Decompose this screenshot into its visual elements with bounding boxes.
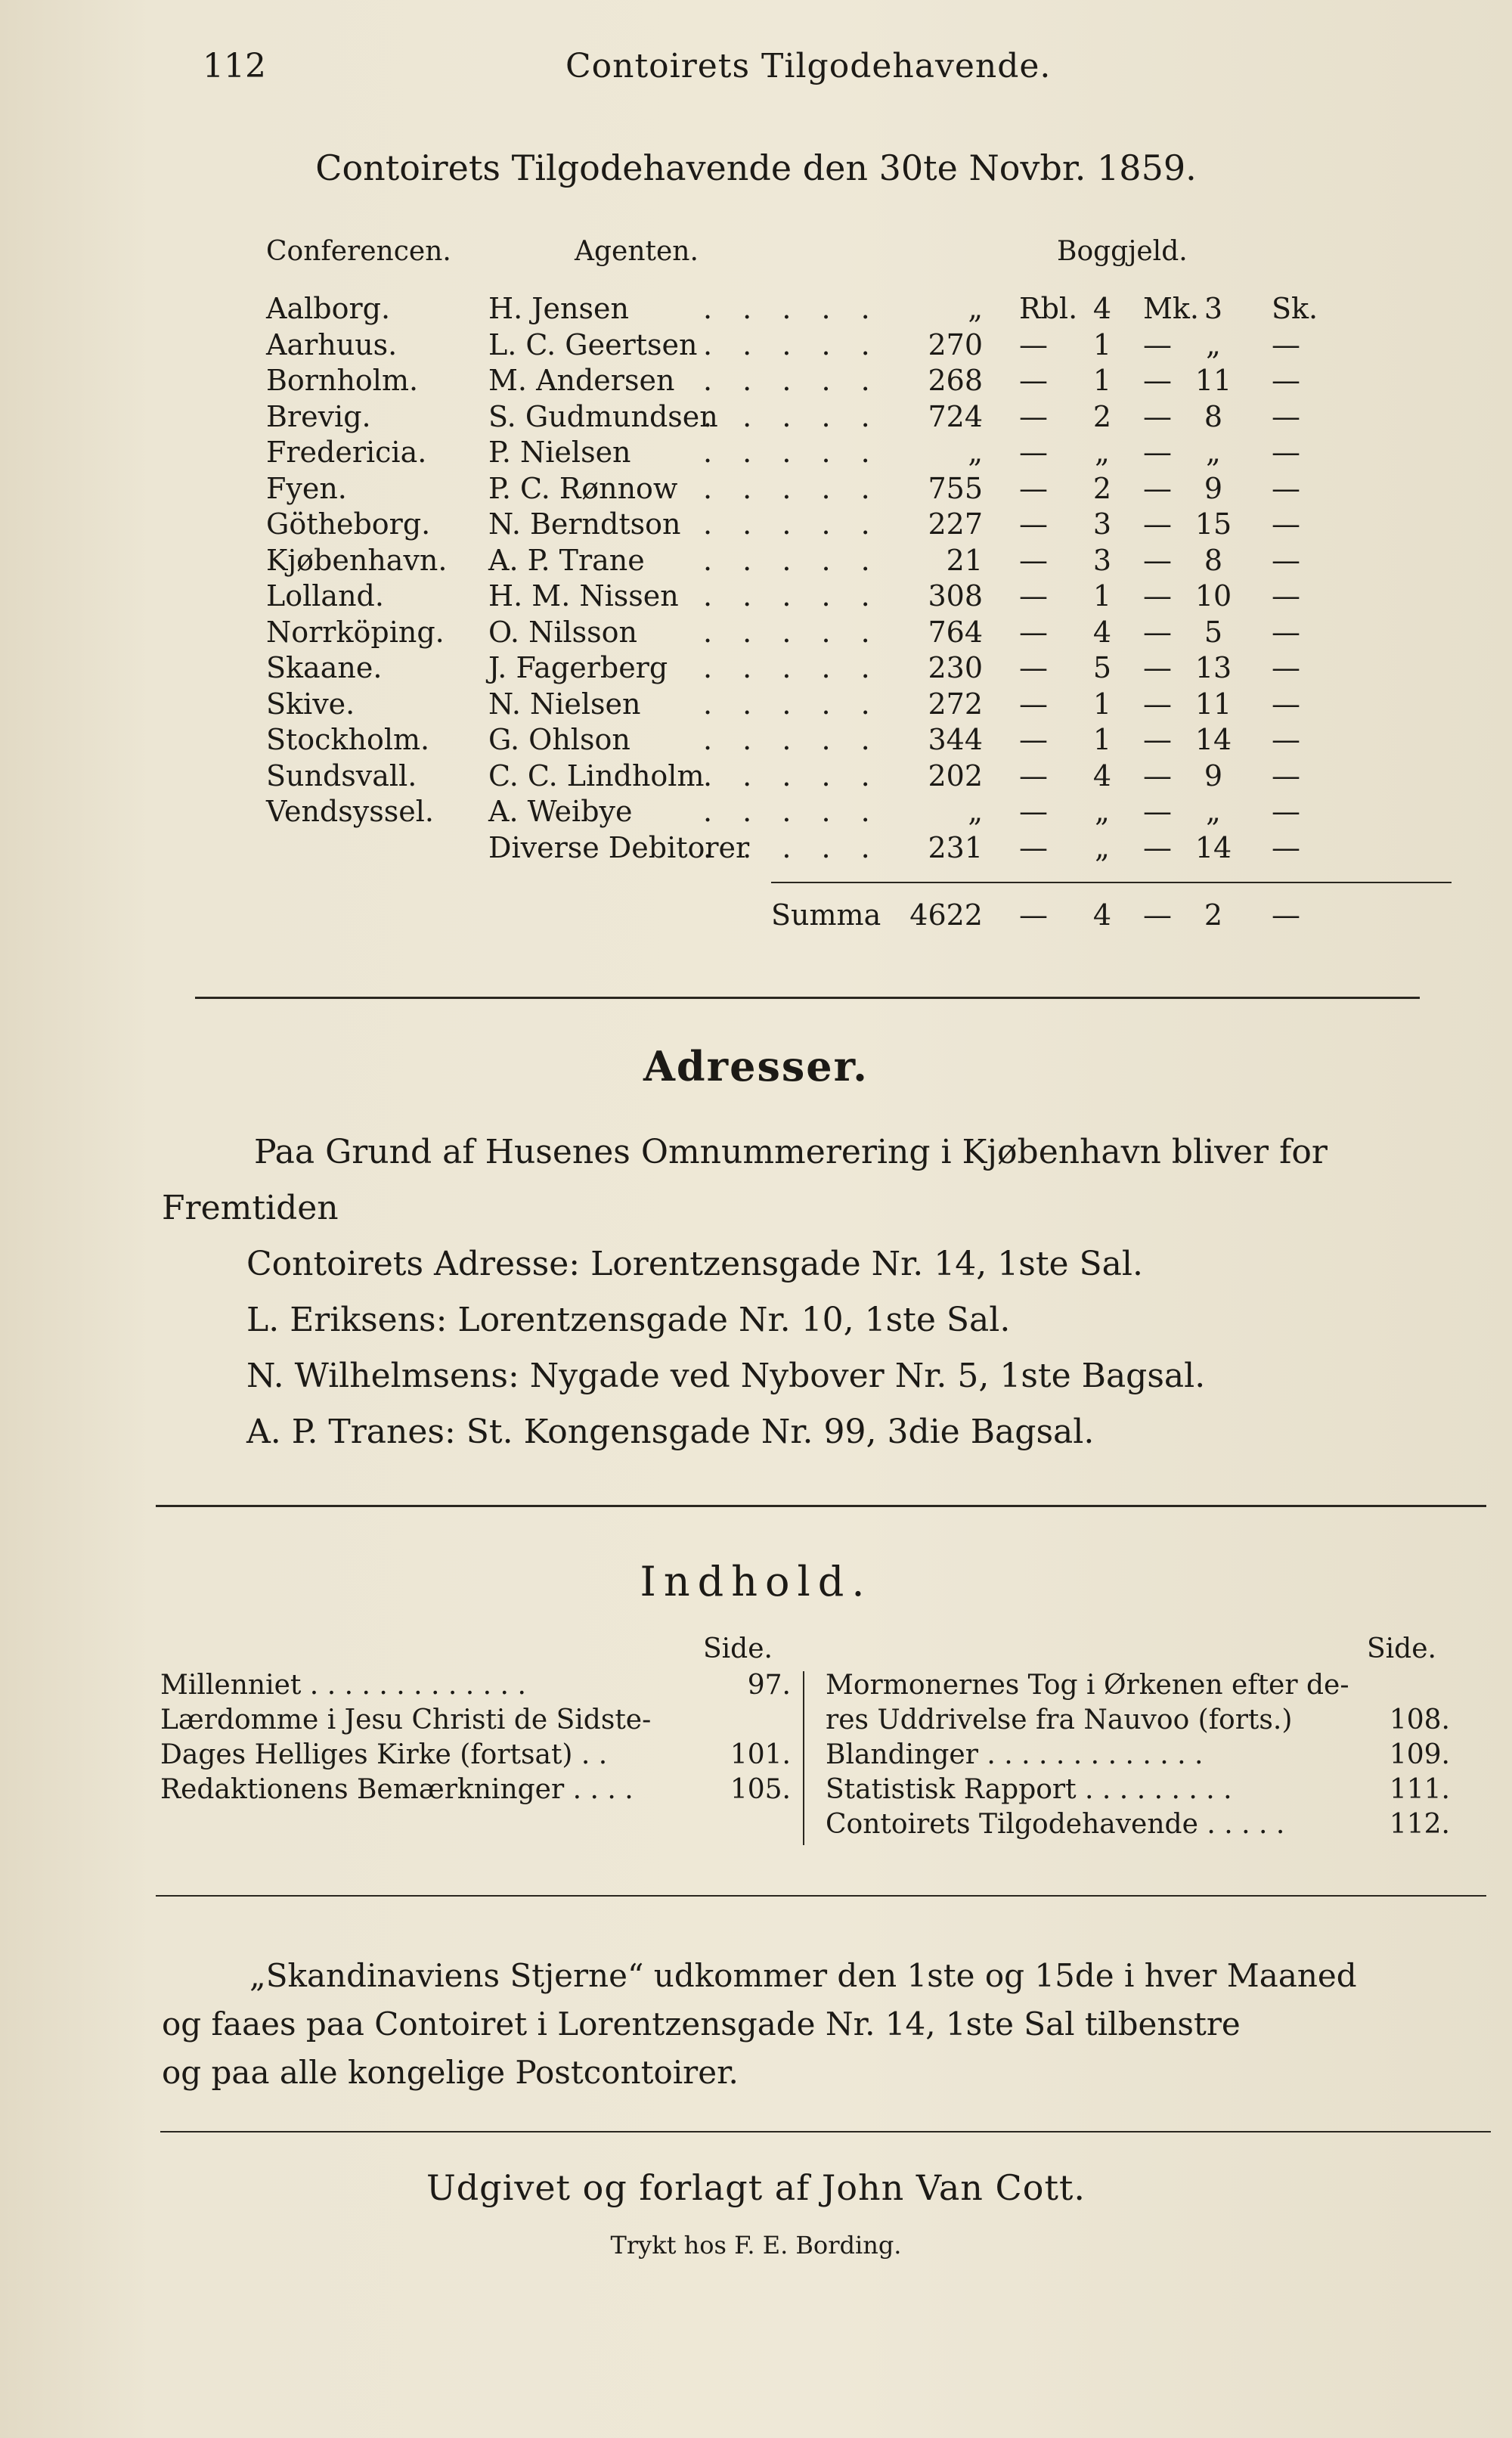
notice-line1: „Skandinaviens Stjerne“ udkommer den 1ste og 15de i hver Maaned — [249, 1957, 1357, 1994]
rbd-cell: 268 — [928, 364, 983, 397]
dash: — — [1019, 830, 1048, 864]
ledger-row — [0, 472, 1512, 507]
dash: — — [1272, 830, 1300, 864]
leader-dots: . . . . . — [703, 327, 881, 361]
sk-cell: „ — [1206, 327, 1221, 361]
dash: — — [1143, 758, 1172, 793]
unit-rbd: Rbl. — [1019, 292, 1078, 325]
ledger-row — [0, 400, 1512, 435]
dash: — — [1272, 758, 1300, 793]
agent-cell: N. Berndtson — [488, 507, 681, 541]
dash: — — [1019, 651, 1048, 684]
sk-cell: 14 — [1194, 830, 1232, 864]
ledger-title: Contoirets Tilgodehavende den 30te Novbr. 1859. — [315, 147, 1197, 188]
conference-cell: Bornholm. — [266, 364, 419, 397]
leader-dots: . . . . . — [703, 687, 881, 721]
conference-cell: Fyen. — [266, 471, 347, 505]
mk-cell: 1 — [1092, 579, 1112, 613]
contents-entry: Millenniet . . . . . . . . . . . . . — [160, 1670, 526, 1701]
dash: — — [1143, 651, 1172, 684]
ledger-row — [0, 507, 1512, 542]
rbd-cell: 21 — [946, 543, 983, 577]
rbd-cell: 270 — [928, 327, 983, 361]
rbd-cell: „ — [968, 795, 983, 828]
conference-cell: Norrköping. — [266, 615, 445, 649]
ledger-row — [0, 436, 1512, 470]
agent-cell: S. Gudmundsen — [488, 399, 718, 433]
sk-cell: 14 — [1194, 723, 1232, 756]
conference-cell: Skaane. — [266, 651, 383, 684]
conference-cell: Aalborg. — [266, 292, 391, 325]
agent-cell: A. P. Trane — [488, 543, 645, 577]
address-line: Contoirets Adresse: Lorentzensgade Nr. 14, 1ste Sal. — [246, 1245, 1143, 1283]
sk-cell: 3 — [1204, 292, 1223, 325]
conference-cell: Kjøbenhavn. — [266, 543, 448, 577]
mk-cell: 5 — [1092, 651, 1112, 684]
dash: — — [1272, 543, 1300, 577]
side-label: Side. — [1367, 1633, 1436, 1664]
ledger-row — [0, 687, 1512, 722]
dash: — — [1019, 507, 1048, 541]
mk-cell: 3 — [1092, 507, 1112, 541]
leader-dots: . . . . . — [703, 471, 881, 505]
dash: — — [1143, 898, 1172, 932]
sk-cell: 11 — [1194, 687, 1232, 721]
leader-dots: . . . . . — [703, 795, 881, 828]
conference-cell: Skive. — [266, 687, 355, 721]
dash: — — [1272, 795, 1300, 828]
dash: — — [1019, 758, 1048, 793]
dash: — — [1143, 687, 1172, 721]
dash: — — [1143, 436, 1172, 469]
conference-cell: Fredericia. — [266, 436, 427, 469]
mk-cell: „ — [1095, 436, 1110, 469]
agent-cell: A. Weibye — [488, 795, 633, 828]
rbd-cell: 202 — [928, 758, 983, 793]
rbd-cell: 230 — [928, 651, 983, 684]
contents-entry: Redaktionens Bemærkninger . . . . — [160, 1774, 634, 1805]
ledger-row — [0, 651, 1512, 686]
rbd-cell: „ — [968, 436, 983, 469]
agent-cell: O. Nilsson — [488, 615, 637, 649]
ledger-row — [0, 579, 1512, 614]
address-line: L. Eriksens: Lorentzensgade Nr. 10, 1ste Sal. — [246, 1301, 1011, 1339]
sk-cell: 9 — [1204, 471, 1223, 505]
mk-cell: 2 — [1092, 399, 1112, 433]
leader-dots: . . . . . — [703, 830, 881, 864]
address-line: A. P. Tranes: St. Kongensgade Nr. 99, 3die Bagsal. — [246, 1413, 1095, 1451]
addresses-intro-line1: Paa Grund af Husenes Omnummerering i Kjøbenhavn bliver for — [254, 1133, 1328, 1171]
ledger-row — [0, 544, 1512, 578]
dash: — — [1143, 830, 1172, 864]
rbd-cell: 764 — [928, 615, 983, 649]
dash: — — [1272, 723, 1300, 756]
agent-cell: Diverse Debitorer — [488, 830, 750, 864]
agent-cell: H. Jensen — [488, 292, 629, 325]
conference-cell: Aarhuus. — [266, 327, 398, 361]
publisher-line: Udgivet og forlagt af John Van Cott. — [426, 2167, 1086, 2208]
dash: — — [1272, 471, 1300, 505]
contents-entry: Blandinger . . . . . . . . . . . . . — [826, 1739, 1204, 1770]
mk-cell: 2 — [1092, 471, 1112, 505]
unit-mk: Mk. — [1143, 292, 1200, 325]
mk-cell: 1 — [1092, 327, 1112, 361]
leader-dots: . . . . . — [703, 364, 881, 397]
sk-cell: „ — [1206, 436, 1221, 469]
dash: — — [1272, 364, 1300, 397]
ledger-row — [0, 292, 1512, 327]
dash: — — [1019, 723, 1048, 756]
dash: — — [1019, 615, 1048, 649]
mk-cell: 4 — [1092, 292, 1112, 325]
notice-line3: og paa alle kongelige Postcontoirer. — [162, 2054, 739, 2091]
mk-cell: „ — [1095, 795, 1110, 828]
mk-cell: 1 — [1092, 723, 1112, 756]
sk-cell: 8 — [1204, 399, 1223, 433]
sum-label: Summa — [771, 898, 881, 932]
dash: — — [1143, 579, 1172, 613]
divider — [195, 997, 1420, 999]
ledger-row — [0, 364, 1512, 399]
dash: — — [1019, 327, 1048, 361]
sk-cell: 11 — [1194, 364, 1232, 397]
dash: — — [1019, 364, 1048, 397]
rbd-cell: 755 — [928, 471, 983, 505]
contents-entry: Statistisk Rapport . . . . . . . . . — [826, 1774, 1232, 1805]
sum-rbd: 4622 — [909, 898, 983, 932]
agent-cell: J. Fagerberg — [488, 651, 668, 684]
contents-page: 105. — [730, 1774, 791, 1805]
dash: — — [1019, 795, 1048, 828]
ledger-row — [0, 328, 1512, 363]
dash: — — [1272, 687, 1300, 721]
col-conference: Conferencen. — [266, 236, 451, 267]
ledger-row — [0, 616, 1512, 650]
divider — [156, 1895, 1486, 1897]
agent-cell: L. C. Geertsen — [488, 327, 698, 361]
column-divider — [803, 1671, 804, 1845]
sum-row — [0, 898, 1512, 933]
dash: — — [1143, 364, 1172, 397]
leader-dots: . . . . . — [703, 543, 881, 577]
divider — [160, 2131, 1491, 2132]
agent-cell: P. Nielsen — [488, 436, 631, 469]
ledger-row — [0, 759, 1512, 794]
conference-cell: Lolland. — [266, 579, 384, 613]
conference-cell: Sundsvall. — [266, 758, 417, 793]
sum-mk: 4 — [1092, 898, 1112, 932]
address-line: N. Wilhelmsens: Nygade ved Nybover Nr. 5, 1ste Bagsal. — [246, 1357, 1206, 1395]
mk-cell: 1 — [1092, 364, 1112, 397]
dash: — — [1272, 399, 1300, 433]
conference-cell: Brevig. — [266, 399, 371, 433]
rbd-cell: 227 — [928, 507, 983, 541]
mk-cell: 3 — [1092, 543, 1112, 577]
printer-line: Trykt hos F. E. Bording. — [610, 2231, 902, 2260]
agent-cell: P. C. Rønnow — [488, 471, 678, 505]
mk-cell: 4 — [1092, 615, 1112, 649]
leader-dots: . . . . . — [703, 651, 881, 684]
agent-cell: C. C. Lindholm — [488, 758, 705, 793]
rbd-cell: 344 — [928, 723, 983, 756]
sk-cell: 10 — [1194, 579, 1232, 613]
conference-cell: Stockholm. — [266, 723, 430, 756]
agent-cell: G. Ohlson — [488, 723, 631, 756]
sk-cell: 13 — [1194, 651, 1232, 684]
side-label: Side. — [703, 1633, 773, 1664]
ledger-row — [0, 831, 1512, 866]
rbd-cell: 724 — [928, 399, 983, 433]
contents-heading: Indhold. — [640, 1558, 872, 1605]
sk-cell: 9 — [1204, 758, 1223, 793]
dash: — — [1019, 543, 1048, 577]
running-title: Contoirets Tilgodehavende. — [565, 47, 1052, 85]
leader-dots: . . . . . — [703, 292, 881, 325]
ledger-row — [0, 795, 1512, 830]
dash: — — [1143, 399, 1172, 433]
leader-dots: . . . . . — [703, 615, 881, 649]
sum-sk: 2 — [1204, 898, 1223, 932]
mk-cell: 4 — [1092, 758, 1112, 793]
dash: — — [1272, 898, 1300, 932]
dash: — — [1272, 327, 1300, 361]
leader-dots: . . . . . — [703, 758, 881, 793]
unit-sk: Sk. — [1272, 292, 1318, 325]
dash: — — [1019, 579, 1048, 613]
conference-cell: Vendsyssel. — [266, 795, 434, 828]
leader-dots: . . . . . — [703, 436, 881, 469]
addresses-intro-line2: Fremtiden — [162, 1189, 339, 1227]
sk-cell: 8 — [1204, 543, 1223, 577]
agent-cell: M. Andersen — [488, 364, 675, 397]
rbd-cell: „ — [968, 292, 983, 325]
dash: — — [1272, 651, 1300, 684]
conference-cell: Götheborg. — [266, 507, 431, 541]
leader-dots: . . . . . — [703, 579, 881, 613]
contents-page: 101. — [730, 1739, 791, 1770]
dash: — — [1272, 579, 1300, 613]
dash: — — [1272, 436, 1300, 469]
dash: — — [1143, 327, 1172, 361]
dash: — — [1272, 615, 1300, 649]
page-number: 112 — [203, 47, 266, 85]
dash: — — [1272, 507, 1300, 541]
notice-line2: og faaes paa Contoiret i Lorentzensgade Nr. 14, 1ste Sal tilbenstre — [162, 2005, 1241, 2043]
sk-cell: 15 — [1194, 507, 1232, 541]
contents-page: 112. — [1389, 1809, 1450, 1840]
agent-cell: H. M. Nissen — [488, 579, 679, 613]
rbd-cell: 272 — [928, 687, 983, 721]
col-agent: Agenten. — [575, 236, 699, 267]
dash: — — [1143, 723, 1172, 756]
dash: — — [1019, 399, 1048, 433]
mk-cell: „ — [1095, 830, 1110, 864]
contents-page: 108. — [1389, 1704, 1450, 1735]
contents-entry: Dages Helliges Kirke (fortsat) . . — [160, 1739, 608, 1770]
sum-rule — [771, 882, 1452, 883]
divider — [156, 1505, 1486, 1507]
contents-entry: Mormonernes Tog i Ørkenen efter de- — [826, 1670, 1349, 1701]
contents-page: 109. — [1389, 1739, 1450, 1770]
dash: — — [1019, 687, 1048, 721]
dash: — — [1143, 615, 1172, 649]
dash: — — [1019, 436, 1048, 469]
contents-entry: Lærdomme i Jesu Christi de Sidste- — [160, 1704, 652, 1735]
rbd-cell: 308 — [928, 579, 983, 613]
dash: — — [1019, 471, 1048, 505]
col-amount: Boggjeld. — [1057, 236, 1188, 267]
leader-dots: . . . . . — [703, 507, 881, 541]
leader-dots: . . . . . — [703, 399, 881, 433]
sk-cell: „ — [1206, 795, 1221, 828]
contents-entry: res Uddrivelse fra Nauvoo (forts.) — [826, 1704, 1293, 1735]
addresses-heading: Adresser. — [643, 1042, 869, 1090]
dash: — — [1143, 471, 1172, 505]
sk-cell: 5 — [1204, 615, 1223, 649]
rbd-cell: 231 — [928, 830, 983, 864]
mk-cell: 1 — [1092, 687, 1112, 721]
contents-entry: Contoirets Tilgodehavende . . . . . — [826, 1809, 1285, 1840]
dash: — — [1143, 795, 1172, 828]
dash: — — [1143, 507, 1172, 541]
leader-dots: . . . . . — [703, 723, 881, 756]
contents-page: 111. — [1389, 1774, 1450, 1805]
contents-page: 97. — [747, 1670, 791, 1701]
ledger-row — [0, 723, 1512, 758]
agent-cell: N. Nielsen — [488, 687, 641, 721]
dash: — — [1019, 898, 1048, 932]
dash: — — [1143, 543, 1172, 577]
